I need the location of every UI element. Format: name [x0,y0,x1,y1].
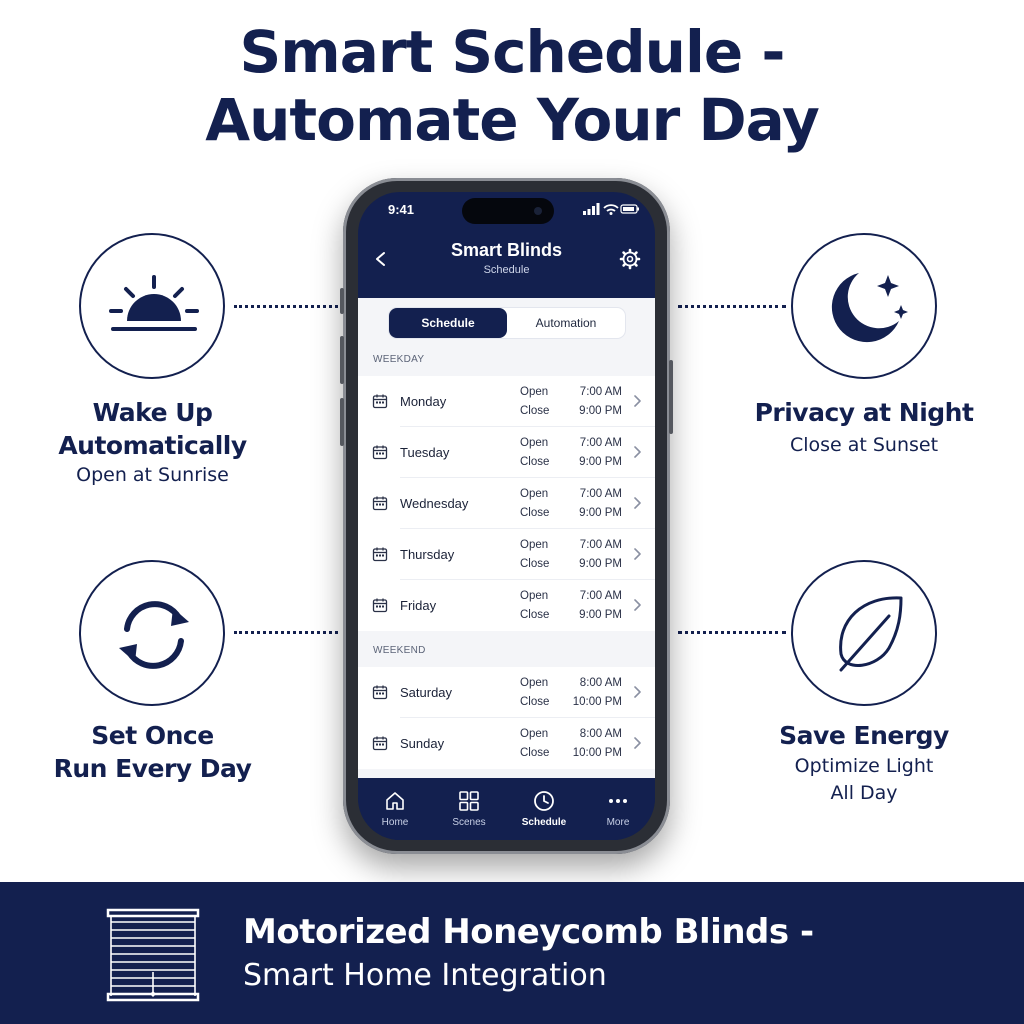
power-button [669,360,673,434]
calendar-icon [372,684,388,700]
wake-title [40,396,265,462]
energy-subtitle [744,753,984,807]
tab-scenes[interactable] [432,778,506,840]
footer-banner [0,882,1024,1024]
energy-subtitle-line-2: All Day [830,782,898,804]
blinds-icon [106,908,200,1004]
privacy-connector [678,305,786,308]
schedule-row-thursday[interactable] [358,529,655,580]
open-time: 7:00 AM [579,590,622,602]
home-icon [384,790,406,812]
bottom-tab-bar [358,778,655,840]
energy-title: Save Energy [779,721,949,750]
footer-subtitle: Smart Home Integration [243,958,607,993]
schedule-row-sunday[interactable] [358,718,655,769]
close-label: Close [520,747,550,759]
footer-title: Motorized Honeycomb Blinds - [243,912,814,952]
chevron-right-icon [632,598,642,612]
privacy-title: Privacy at Night [754,398,974,427]
open-time: 7:00 AM [579,437,622,449]
tab-more[interactable] [581,778,655,840]
open-label: Open [520,728,549,740]
wake-title-line-2: Automatically [58,431,247,460]
wake-connector [234,305,338,308]
schedule-row-wednesday[interactable] [358,478,655,529]
schedule-content [358,298,655,778]
tab-schedule-segment[interactable]: Schedule [389,308,507,338]
status-icons [583,203,639,215]
tab-more-label: More [606,817,630,828]
schedule-day: Sunday [400,736,445,751]
schedule-row-monday[interactable] [358,376,655,427]
more-icon [607,790,629,812]
chevron-right-icon [632,394,642,408]
status-time: 9:41 [388,202,415,217]
calendar-icon [372,444,388,460]
energy-subtitle-line-1: Optimize Light [794,755,934,777]
close-label: Close [520,696,550,708]
chevron-right-icon [632,547,642,561]
tab-scenes-label: Scenes [452,817,486,828]
open-label: Open [520,539,549,551]
app-title: Smart Blinds [450,240,563,260]
close-time: 9:00 PM [579,507,622,519]
volume-down-button [340,398,344,446]
app-header [358,228,655,298]
gear-icon[interactable] [619,248,641,270]
open-time: 7:00 AM [579,488,622,500]
battery-icon [621,205,639,213]
tab-schedule-label: Schedule [521,817,567,828]
schedule-day: Friday [400,598,437,613]
calendar-icon [372,735,388,751]
wake-title-line-1: Wake Up [92,398,213,427]
sunrise-feature-circle [79,233,225,379]
open-label: Open [520,590,549,602]
close-label: Close [520,405,550,417]
close-time: 9:00 PM [579,405,622,417]
schedule-day: Thursday [400,547,455,562]
schedule-row-saturday[interactable] [358,667,655,718]
close-label: Close [520,507,550,519]
chevron-right-icon [632,736,642,750]
energy-connector [678,631,786,634]
chevron-right-icon [632,496,642,510]
close-time: 10:00 PM [572,747,622,759]
tab-schedule[interactable] [507,778,581,840]
sync-icon [81,562,227,708]
schedule-day: Monday [400,394,447,409]
close-time: 9:00 PM [579,456,622,468]
grid-icon [458,790,480,812]
tab-automation-segment[interactable]: Automation [535,316,597,330]
calendar-icon [372,495,388,511]
repeat-title-line-2: Run Every Day [53,754,252,783]
headline-line-1: Smart Schedule - [239,18,785,86]
schedule-day: Tuesday [400,445,450,460]
privacy-subtitle: Close at Sunset [789,434,939,456]
phone-screen [358,192,655,840]
weekend-section-label: WEEKEND [373,645,426,656]
leaf-feature-circle [791,560,937,706]
schedule-day: Wednesday [400,496,469,511]
close-time: 9:00 PM [579,609,622,621]
app-subtitle: Schedule [483,264,530,276]
wifi-icon [604,205,618,215]
open-label: Open [520,437,549,449]
calendar-icon [372,597,388,613]
status-bar [358,192,655,228]
close-time: 10:00 PM [572,696,622,708]
phone-mockup [343,178,670,854]
calendar-icon [372,546,388,562]
open-label: Open [520,488,549,500]
open-time: 8:00 AM [579,728,622,740]
wake-subtitle: Open at Sunrise [76,464,229,486]
sunrise-icon [81,235,227,381]
schedule-row-friday[interactable] [358,580,655,631]
moon-feature-circle [791,233,937,379]
headline-line-2: Automate Your Day [205,86,819,154]
repeat-title-line-1: Set Once [91,721,214,750]
open-label: Open [520,386,549,398]
open-time: 7:00 AM [579,539,622,551]
mute-switch [340,288,344,314]
tab-home[interactable] [358,778,432,840]
close-label: Close [520,609,550,621]
chevron-right-icon [632,445,642,459]
leaf-icon [793,562,939,708]
sync-feature-circle [79,560,225,706]
open-time: 7:00 AM [579,386,622,398]
open-label: Open [520,677,549,689]
moon-stars-icon [793,235,939,381]
open-time: 8:00 AM [579,677,622,689]
close-label: Close [520,558,550,570]
calendar-icon [372,393,388,409]
close-label: Close [520,456,550,468]
volume-up-button [340,336,344,384]
close-time: 9:00 PM [579,558,622,570]
segmented-control [389,308,625,338]
schedule-row-tuesday[interactable] [358,427,655,478]
tab-home-label: Home [381,817,409,828]
clock-icon [533,790,555,812]
repeat-title [40,719,265,785]
dynamic-island [462,198,554,224]
signal-icon [583,203,600,215]
schedule-day: Saturday [400,685,453,700]
repeat-connector [234,631,338,634]
page-headline [0,18,1024,154]
weekday-section-label: WEEKDAY [373,354,425,365]
chevron-right-icon [632,685,642,699]
